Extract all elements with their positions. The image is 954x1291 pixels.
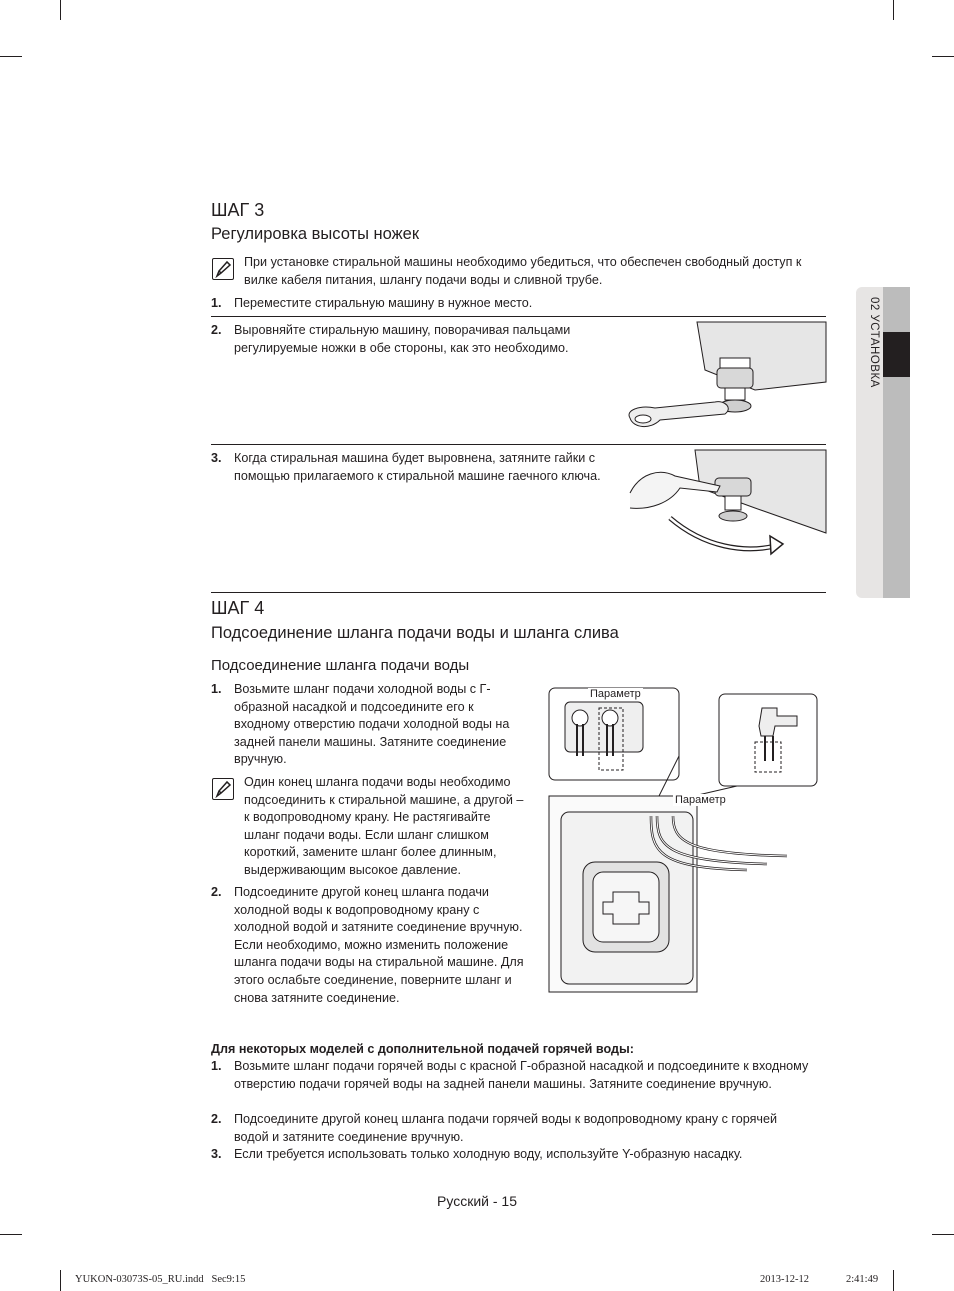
step4-item1-num: 1. bbox=[211, 682, 222, 696]
step4-subtitle: Подсоединение шланга подачи воды и шланга слива bbox=[211, 624, 619, 642]
step4-item2-num: 2. bbox=[211, 885, 222, 899]
crop-mark bbox=[0, 1234, 22, 1235]
hot-water-item2-num: 2. bbox=[211, 1112, 222, 1126]
divider bbox=[211, 316, 826, 317]
hot-water-item3-text: Если требуется использовать только холодную воду, используйте Y-образную насадку. bbox=[234, 1147, 743, 1161]
step3-subtitle: Регулировка высоты ножек bbox=[211, 225, 420, 243]
note-icon bbox=[212, 778, 234, 800]
step3-item3-text: Когда стиральная машина будет выровнена, затяните гайки с помощью прилагаемого к стиральной машине гаечного ключа. bbox=[234, 451, 601, 483]
footer-date: 2013-12-12 bbox=[760, 1274, 809, 1285]
hot-water-item1-text: Возьмите шланг подачи горячей воды с красной Г-образной насадкой и подсоедините к входному отверстию подачи горячей воды на задней панели машины. Затяните соединение вручную. bbox=[234, 1059, 809, 1091]
crop-mark bbox=[60, 0, 61, 20]
hose-connection-illustration bbox=[547, 686, 819, 996]
hot-water-heading: Для некоторых моделей с дополнительной подачей горячей воды: bbox=[211, 1042, 634, 1056]
section-label: 02 УСТАНОВКА bbox=[868, 297, 880, 388]
footer-time: 2:41:49 bbox=[846, 1274, 879, 1285]
crop-mark bbox=[932, 1234, 954, 1235]
figure-label-param-mid: Параметр bbox=[675, 794, 726, 806]
step4-title: ШАГ 4 bbox=[211, 598, 265, 618]
step3-item3-num: 3. bbox=[211, 451, 222, 465]
step4-note: Один конец шланга подачи воды необходимо подсоединить к стиральной машине, а другой – к водопроводному крану. Не растягивайте шланг подачи воды. Если шланг слишком короткий, замените шланг более длинным, выдерживающим высокое давление. bbox=[244, 775, 524, 877]
hot-water-item3-num: 3. bbox=[211, 1147, 222, 1161]
step3-item2-text: Выровняйте стиральную машину, поворачивая пальцами регулируемые ножки в обе стороны, как это необходимо. bbox=[234, 323, 571, 355]
step3-item1-num: 1. bbox=[211, 296, 222, 310]
step3-item1-text: Переместите стиральную машину в нужное место. bbox=[234, 296, 533, 310]
figure-label-param-top: Параметр bbox=[590, 688, 641, 700]
note-icon bbox=[212, 258, 234, 280]
side-tab-marker bbox=[883, 332, 910, 377]
crop-mark bbox=[932, 56, 954, 57]
crop-mark bbox=[60, 1270, 61, 1291]
wrench-tightening-illustration bbox=[625, 448, 827, 558]
step3-item2-num: 2. bbox=[211, 323, 222, 337]
step3-note: При установке стиральной машины необходимо убедиться, что обеспечен свободный доступ к вилке кабеля питания, шлангу подачи воды и сливной трубе. bbox=[244, 255, 802, 287]
step3-title: ШАГ 3 bbox=[211, 200, 265, 220]
crop-mark bbox=[0, 56, 22, 57]
divider bbox=[211, 444, 826, 445]
hot-water-item1-num: 1. bbox=[211, 1059, 222, 1073]
divider bbox=[211, 592, 826, 593]
crop-mark bbox=[893, 1270, 894, 1291]
crop-mark bbox=[893, 0, 894, 20]
step4-item1-text: Возьмите шланг подачи холодной воды с Г-образной насадкой и подсоедините его к входному отверстию подачи холодной воды на задней панели машины. Затяните соединение вручную. bbox=[234, 682, 510, 767]
footer-file: YUKON-03073S-05_RU.indd Sec9:15 bbox=[75, 1274, 246, 1285]
leveling-foot-illustration bbox=[615, 320, 827, 442]
page-number: Русский - 15 bbox=[437, 1193, 517, 1209]
step4-section-heading: Подсоединение шланга подачи воды bbox=[211, 657, 470, 674]
step4-item2-text: Подсоедините другой конец шланга подачи холодной воды к водопроводному крану с холодной водой и затяните соединение вручную. Если необходимо, можно изменить положение шланга подачи воды на стиральной машине. Для этого ослабьте соединение, поверните шланг и снова затяните соединение. bbox=[234, 885, 524, 1005]
hot-water-item2-text: Подсоедините другой конец шланга подачи горячей воды к водопроводному крану с горячей водой и затяните соединение вручную. bbox=[234, 1112, 778, 1144]
